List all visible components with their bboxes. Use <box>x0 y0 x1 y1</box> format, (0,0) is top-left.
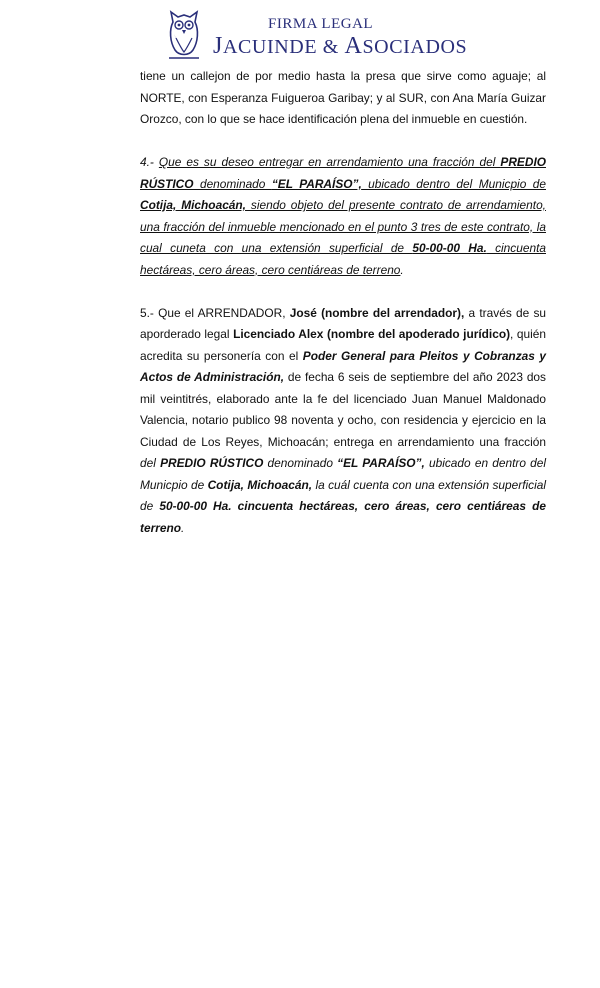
lessor-name: José (nombre del arrendador), <box>289 305 465 320</box>
clause-number: 4.- <box>140 155 159 169</box>
document-body <box>140 66 546 561</box>
firm-name-end: SOCIADOS <box>362 36 468 58</box>
letterhead <box>0 0 600 70</box>
clause-text: siendo objeto del presente contrato de arrendamiento, una fracción del inmueble mencionado en el punto 3 tres de este contrato, la cual cuneta con una extensión superficial de <box>140 198 546 255</box>
paragraph-text: tiene un callejon de por medio hasta la presa que sirve como aguaje; al NORTE, con Esperanza Fuigueroa Garibay; y al SUR, con Ana María Guizar Orozco, con lo que se hace identificación plena del inmueble en cuestión. <box>140 69 546 126</box>
power-of-attorney: Poder General para Pleitos y Cobranzas y Actos de Administración, <box>140 348 547 384</box>
area-value: 50-00-00 Ha. cincuenta hectáreas, cero áreas, cero centiáreas de terreno <box>140 499 546 535</box>
property-name: PREDIO RÚSTICO <box>140 155 546 191</box>
clause-text: Que es su deseo entregar en arrendamiento una fracción del <box>158 155 501 169</box>
paragraph-5 <box>140 303 546 540</box>
owl-logo-icon <box>167 8 201 60</box>
clause-text: , quién acredita su personería con el <box>140 327 546 363</box>
attorney-name: Licenciado Alex (nombre del apoderado jurídico) <box>233 327 511 341</box>
paragraph-continuation <box>140 66 546 131</box>
area-value: 50-00-00 Ha. <box>412 241 487 255</box>
clause-text: del <box>140 456 161 470</box>
clause-text: 5.- Que el ARRENDADOR, <box>140 305 290 320</box>
firm-name-main <box>213 33 467 60</box>
property-title: “EL PARAÍSO”, <box>271 176 362 191</box>
property-name: PREDIO RÚSTICO <box>160 456 264 470</box>
clause-text: ubicado en dentro del Municpio de <box>140 456 546 492</box>
location: Cotija, Michoacán, <box>140 198 246 212</box>
clause-text: a través de su aporderado legal <box>140 305 546 341</box>
firm-initial-a: A <box>344 33 363 59</box>
clause-text: denominado <box>263 456 338 470</box>
firm-initial-j: J <box>213 33 223 59</box>
clause-text: cincuenta hectáreas, cero áreas, cero centiáreas de terreno <box>140 241 546 277</box>
clause-text: ubicado dentro del Municpio de <box>361 176 546 191</box>
clause-text: la cuál cuenta con una extensión superficial de <box>140 477 546 513</box>
clause-end: . <box>180 520 185 535</box>
clause-end: . <box>400 262 404 277</box>
firm-name-part: ACUINDE & <box>222 36 345 58</box>
property-title: “EL PARAÍSO”, <box>337 456 425 470</box>
location: Cotija, Michoacán, <box>207 477 313 492</box>
clause-text: de fecha 6 seis de septiembre del año 2023 dos mil veintitrés, elaborado ante la fe del licenciado Juan Manuel Maldonado Valencia, notario publico 98 noventa y ocho, con residencia y ejercicio en la Ciudad de Los Reyes, Michoacán; entrega en arrendamiento una fracción <box>140 370 546 449</box>
paragraph-4 <box>140 152 546 281</box>
firm-name-top: FIRMA LEGAL <box>268 16 374 32</box>
clause-text: denominado <box>193 176 272 191</box>
